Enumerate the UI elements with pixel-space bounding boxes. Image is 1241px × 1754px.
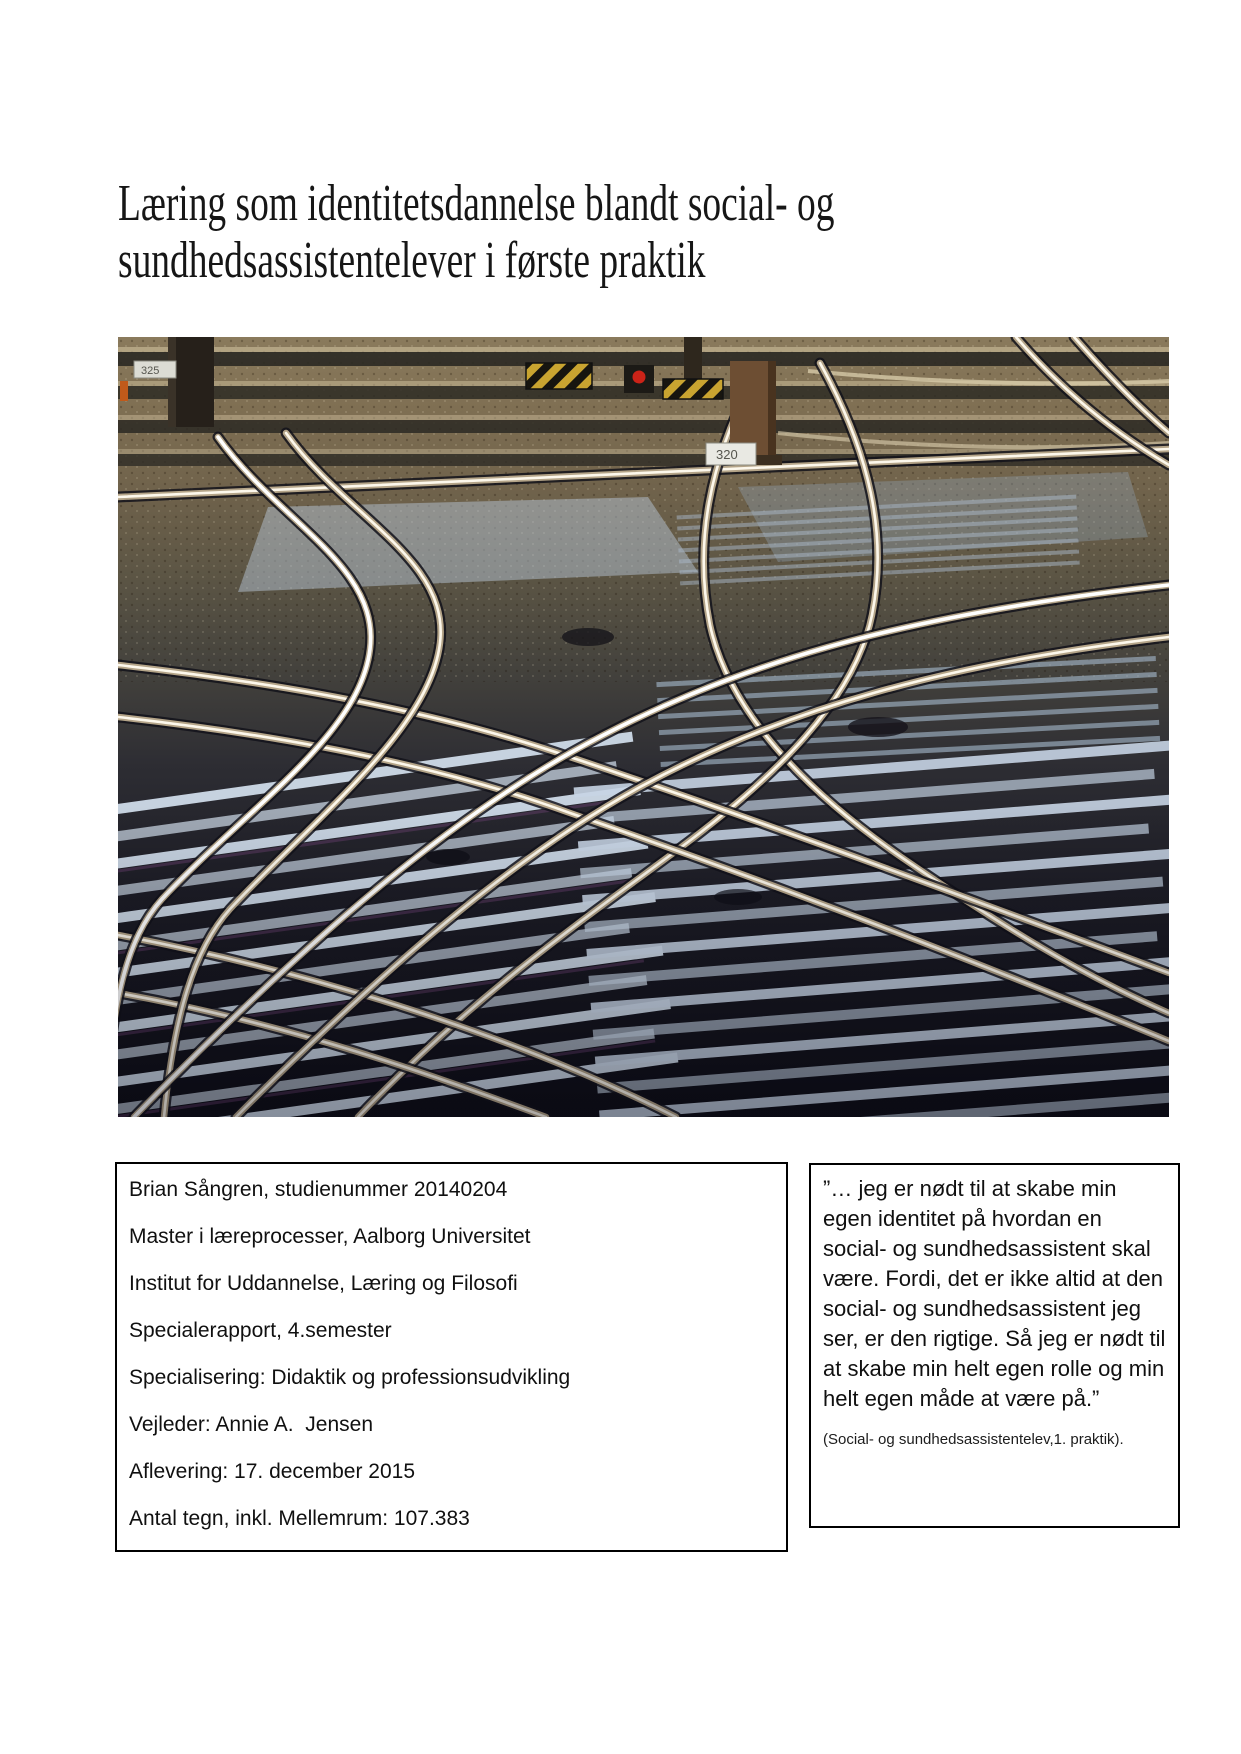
info-line-report-type: Specialerapport, 4.semester xyxy=(129,1319,392,1342)
title-line-1: Læring som identitetsdannelse blandt social- og xyxy=(118,175,835,232)
info-line-submission: Aflevering: 17. december 2015 xyxy=(129,1460,416,1483)
info-line-supervisor: Vejleder: Annie A. Jensen xyxy=(129,1413,374,1436)
quote-box xyxy=(809,1163,1180,1528)
quote-citation: (Social- og sundhedsassistentelev,1. praktik). xyxy=(823,1431,1124,1448)
info-line-character-count: Antal tegn, inkl. Mellemrum: 107.383 xyxy=(129,1507,470,1530)
info-line-program: Master i læreprocesser, Aalborg Universitet xyxy=(129,1225,531,1248)
quote-text: ”… jeg er nødt til at skabe min egen identitet på hvordan en social- og sundhedsassistent skal være. Fordi, det er ikke altid at den social- og sundhedsassistent jeg ser, er den rigtige. Så jeg er nødt til at skabe min helt egen rolle og min helt egen måde at være på.” xyxy=(823,1176,1166,1411)
photo-bottom-shade xyxy=(118,337,1169,1117)
info-line-specialisation: Specialisering: Didaktik og professionsudvikling xyxy=(129,1366,571,1389)
info-line-institute: Institut for Uddannelse, Læring og Filosofi xyxy=(129,1272,518,1295)
railway-junction-illustration xyxy=(118,337,1169,1117)
title-line-2: sundhedsassistentelever i første praktik xyxy=(118,232,706,289)
cover-photo-railway-junction xyxy=(118,337,1169,1117)
page-title xyxy=(118,175,834,289)
info-line-author: Brian Sångren, studienummer 20140204 xyxy=(129,1178,508,1201)
author-info-box xyxy=(115,1162,788,1552)
